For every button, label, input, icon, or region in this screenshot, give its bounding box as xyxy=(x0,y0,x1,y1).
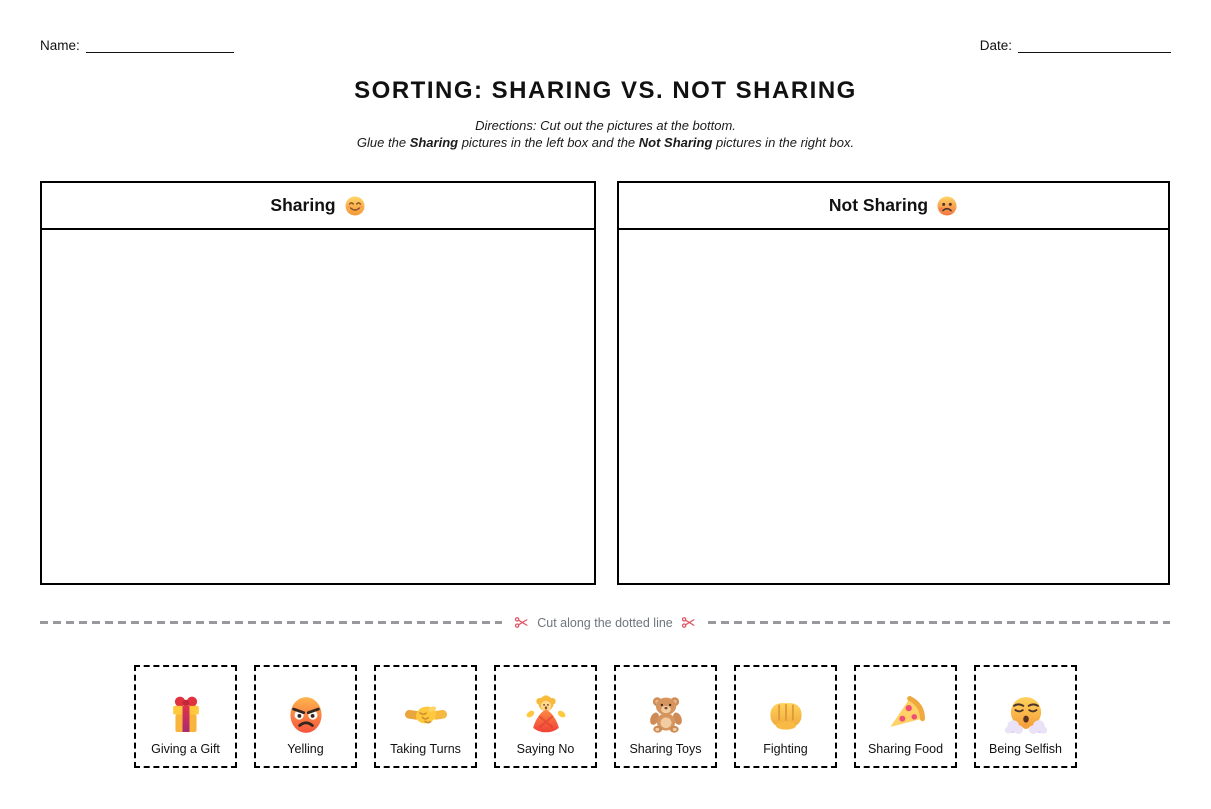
card-label: Fighting xyxy=(763,742,808,756)
card-saying-no[interactable] xyxy=(494,665,597,768)
cut-line-label-group xyxy=(502,615,708,630)
sharing-box-area[interactable] xyxy=(42,230,594,583)
sharing-box-title: Sharing xyxy=(270,195,336,215)
name-blank-line[interactable] xyxy=(86,40,234,53)
name-field xyxy=(40,39,234,53)
cut-line xyxy=(40,615,1170,630)
card-sharing-toys[interactable] xyxy=(614,665,717,768)
card-giving-a-gift[interactable] xyxy=(134,665,237,768)
cut-line-dashes-right xyxy=(708,621,1170,624)
gift-icon xyxy=(164,693,208,737)
card-label: Saying No xyxy=(516,742,575,756)
not-sharing-box-area[interactable] xyxy=(619,230,1168,583)
person-gesturing-no-icon xyxy=(524,693,568,737)
card-label: Taking Turns xyxy=(390,742,461,756)
card-label: Yelling xyxy=(287,742,324,756)
frowning-face-icon xyxy=(936,195,958,217)
directions xyxy=(0,118,1211,151)
name-label: Name: xyxy=(40,38,80,53)
picture-cards xyxy=(0,665,1211,768)
date-label: Date: xyxy=(979,38,1012,53)
angry-face-icon xyxy=(284,693,328,737)
card-fighting[interactable] xyxy=(734,665,837,768)
sharing-box-header xyxy=(42,183,594,230)
card-sharing-food[interactable] xyxy=(854,665,957,768)
card-label: Sharing Food xyxy=(867,742,944,756)
card-taking-turns[interactable] xyxy=(374,665,477,768)
fist-icon xyxy=(764,693,808,737)
top-row xyxy=(40,39,1171,53)
scissors-icon xyxy=(681,615,696,630)
directions-line2: Glue the Sharing pictures in the left box and the Not Sharing pictures in the right box. xyxy=(356,134,855,150)
card-label: Being Selfish xyxy=(989,742,1062,756)
scissors-icon xyxy=(514,615,529,630)
sharing-box xyxy=(40,181,596,585)
face-with-steam-icon xyxy=(1004,693,1048,737)
not-sharing-box-header xyxy=(619,183,1168,230)
handshake-icon xyxy=(404,693,448,737)
card-being-selfish[interactable] xyxy=(974,665,1077,768)
pizza-icon xyxy=(884,693,928,737)
date-blank-line[interactable] xyxy=(1018,40,1171,53)
card-yelling[interactable] xyxy=(254,665,357,768)
cut-line-label: Cut along the dotted line xyxy=(537,615,673,630)
card-label: Giving a Gift xyxy=(151,742,220,756)
cut-line-dashes-left xyxy=(40,621,502,624)
not-sharing-box xyxy=(617,181,1170,585)
smiling-face-icon xyxy=(344,195,366,217)
teddy-bear-icon xyxy=(644,693,688,737)
directions-line1: Directions: Cut out the pictures at the bottom. xyxy=(475,118,736,133)
date-field xyxy=(980,39,1171,53)
page-title: SORTING: SHARING VS. NOT SHARING xyxy=(354,77,857,104)
not-sharing-box-title: Not Sharing xyxy=(828,195,929,215)
card-label: Sharing Toys xyxy=(629,742,702,756)
